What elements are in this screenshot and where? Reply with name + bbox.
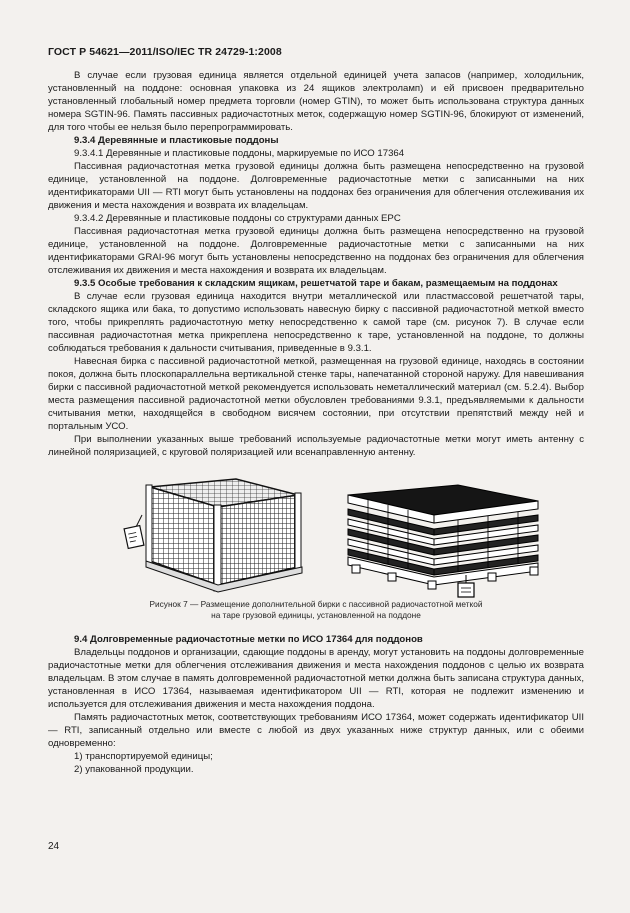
- paragraph: В случае если грузовая единица находится внутри металлической или пластмассовой решетчатой тары, складского ящика или бака, то допустимо использовать навесную бирку с пассивной радиочастотной меткой вместо того, чтобы прикреплять радиочастотную метку непосредственно к самой таре (см. рисунок 7). В случае если пассивная радиочастотная метка прикреплена непосредственно к таре, установленной на поддоне, то должны соблюдаться требования к дальности считывания, приведенные в 9.3.1.: [48, 291, 584, 354]
- section-heading: 9.3.5 Особые требования к складским ящикам, решетчатой таре и бакам, размещаемым на поддонах: [74, 278, 558, 289]
- figure-7: [48, 473, 584, 595]
- mesh-crate-illustration: [118, 473, 318, 595]
- document-body: [48, 69, 584, 776]
- paragraph: Пассивная радиочастотная метка грузовой единицы должна быть размещена непосредственно на грузовой единице, установленной на поддоне. Долговременные радиочастотные метки с записанными на них идентификаторами GRAI-96 могут быть установлены непосредственно на поддонах без ограничения для облегчения отслеживания их движения и места нахождения и возврата их владельцам.: [48, 226, 584, 276]
- caption-line-1: Рисунок 7 — Размещение дополнительной бирки с пассивной радиочастотной меткой: [149, 599, 483, 609]
- document-header: ГОСТ Р 54621—2011/ISO/IEC TR 24729-1:2008: [48, 46, 282, 58]
- paragraph: Пассивная радиочастотная метка грузовой единицы должна быть размещена непосредственно на грузовой единице, установленной на поддоне. Долговременные радиочастотные метки с записанными на них идентификаторами UII — RTI могут быть установлены на поддонах без ограничения для облегчения отслеживания их движения и места нахождения и возврата их владельцам.: [48, 161, 584, 211]
- list-item: 2) упакованной продукции.: [74, 764, 194, 775]
- section-heading: 9.3.4 Деревянные и пластиковые поддоны: [74, 135, 279, 146]
- section-heading: 9.4 Долговременные радиочастотные метки по ИСО 17364 для поддонов: [74, 634, 423, 645]
- subsection-heading: 9.3.4.2 Деревянные и пластиковые поддоны со структурами данных EPC: [74, 213, 401, 224]
- subsection-heading: 9.3.4.1 Деревянные и пластиковые поддоны, маркируемые по ИСО 17364: [74, 148, 405, 159]
- stacked-containers-illustration: [338, 479, 558, 601]
- paragraph: Память радиочастотных меток, соответствующих требованиям ИСО 17364, может содержать идентификатор UII — RTI, записанный отдельно или вместе с любой из двух указанных ниже структур данных, или с обеими одновременно:: [48, 712, 584, 749]
- paragraph: Владельцы поддонов и организации, сдающие поддоны в аренду, могут установить на поддоны долговременные радиочастотные метки для облегчения отслеживания движения и места нахождения поддонов с целью их возврата владельцам. В этом случае в память долговременной радиочастотной метки должна быть записана структура данных, установленная в ИСО 17364, называемая идентификатором UII — RTI, которая не подлежит изменению и используется для отслеживания движения и места нахождения поддона.: [48, 647, 584, 710]
- page-number: 24: [48, 841, 60, 852]
- paragraph: В случае если грузовая единица является отдельной единицей учета запасов (например, холодильник, установленный на поддоне: основная упаковка из 24 ящиков электроламп) и ей присвоен предварительно установленный глобальный номер предмета торговли (номер GTIN), то может быть использована структура данных номера SGTIN-96. Память пассивных радиочастотных меток, содержащую номер SGTIN-96, блокируют от изменений, для того чтобы ее нельзя было перепрограммировать.: [48, 70, 584, 133]
- list-item: 1) транспортируемой единицы;: [74, 751, 213, 762]
- figure-caption: [48, 599, 584, 621]
- caption-line-2: на таре грузовой единицы, установленной на поддоне: [211, 610, 421, 620]
- paragraph: Навесная бирка с пассивной радиочастотной меткой, размещенная на грузовой единице, находясь в состоянии покоя, должна быть плоскопараллельна вертикальной стенке тары, напечатанной стороной наружу. Для навешивания бирки с пассивной радиочастотной меткой рекомендуется использовать неметаллический материал (см. 5.2.4). Выбор места размещения пассивной радиочастотной метки обусловлен требованиями 9.3.1, предъявляемыми к дальности считывания метки, находящейся в свободном висячем состоянии, при отсутствии препятствий между ней и портальным УСО.: [48, 356, 584, 432]
- paragraph: При выполнении указанных выше требований используемые радиочастотные метки могут иметь антенну с линейной поляризацией, с круговой поляризацией или всенаправленную антенну.: [48, 434, 584, 458]
